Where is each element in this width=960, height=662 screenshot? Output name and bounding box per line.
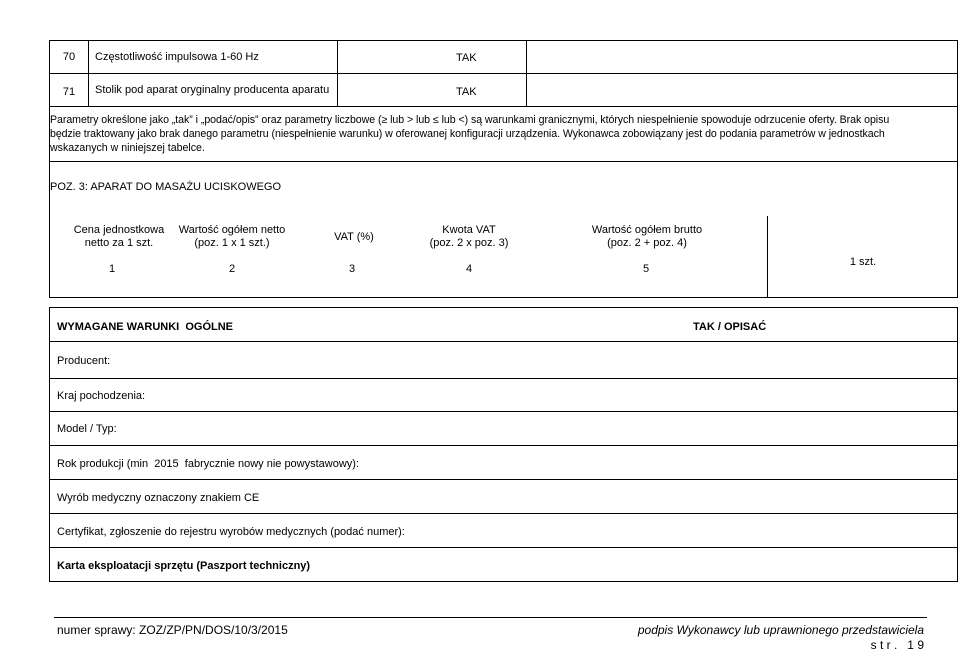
section-title: POZ. 3: APARAT DO MASAŻU UCISKOWEGO <box>50 181 282 193</box>
case-number: numer sprawy: ZOZ/ZP/PN/DOS/10/3/2015 <box>57 623 288 637</box>
requirement-passport: Karta eksploatacji sprzętu (Paszport techniczny) <box>57 560 311 572</box>
quantity-label: 1 szt. <box>849 256 877 268</box>
price-header-1: Cena jednostkowa netto za 1 szt. <box>73 224 165 249</box>
item-number: 71 <box>62 86 76 98</box>
note-text: wskazanych w niniejszej tabelce. <box>50 142 205 154</box>
requirement-producer: Producent: <box>57 355 111 367</box>
requirement-country: Kraj pochodzenia: <box>57 390 146 402</box>
requirements-row-divider <box>49 513 958 514</box>
requirement-ce-mark: Wyrób medyczny oznaczony znakiem CE <box>57 492 260 504</box>
item-value: TAK <box>456 52 477 64</box>
note-text: będzie traktowany jako brak danego parametru (niespełnienie warunku) w oferowanej konfiguracji urządzenia. Wykonawca zobowiązany jest do podania parametrów w jednostkach <box>50 128 885 140</box>
item-name: Stolik pod aparat oryginalny producenta aparatu <box>95 84 330 96</box>
price-col-number: 5 <box>642 263 650 275</box>
item-value: TAK <box>456 86 477 98</box>
items-table-divider <box>49 73 958 74</box>
requirements-row-divider <box>49 341 958 342</box>
price-col-number: 1 <box>108 263 116 275</box>
item-name: Częstotliwość impulsowa 1-60 Hz <box>95 51 259 63</box>
footer-rule <box>54 617 927 618</box>
price-header-4: Kwota VAT (poz. 2 x poz. 3) <box>429 224 509 249</box>
price-header-2: Wartość ogółem netto (poz. 1 x 1 szt.) <box>178 224 286 249</box>
note-text: Parametry określone jako „tak” i „podać/opis” oraz parametry liczbowe (≥ lub > lub ≤ lub <) są warunkami granicznymi, których niespełnienie spowoduje odrzucenie oferty. Brak opisu <box>50 114 890 126</box>
requirement-production-year: Rok produkcji (min 2015 fabrycznie nowy nie powystawowy): <box>57 458 360 470</box>
price-header-3: VAT (%) <box>334 231 374 243</box>
price-col-number: 4 <box>465 263 473 275</box>
item-number: 70 <box>62 51 76 63</box>
requirements-row-divider <box>49 378 958 379</box>
requirements-row-divider <box>49 445 958 446</box>
requirement-certificate: Certyfikat, zgłoszenie do rejestru wyrobów medycznych (podać numer): <box>57 526 405 538</box>
requirements-row-divider <box>49 479 958 480</box>
price-col-number: 2 <box>228 263 236 275</box>
price-col-number: 3 <box>348 263 356 275</box>
signature-caption: podpis Wykonawcy lub uprawnionego przedstawiciela <box>637 623 924 637</box>
requirement-model: Model / Typ: <box>57 423 117 435</box>
requirements-row-divider <box>49 411 958 412</box>
price-header-5: Wartość ogółem brutto (poz. 2 + poz. 4) <box>591 224 703 249</box>
requirements-header-right: TAK / OPISAĆ <box>693 321 767 333</box>
requirements-row-divider <box>49 547 958 548</box>
requirements-header-left: WYMAGANE WARUNKI OGÓLNE <box>57 321 233 333</box>
page-number: s t r . 1 9 <box>870 638 924 652</box>
note-box-divider <box>49 161 958 162</box>
